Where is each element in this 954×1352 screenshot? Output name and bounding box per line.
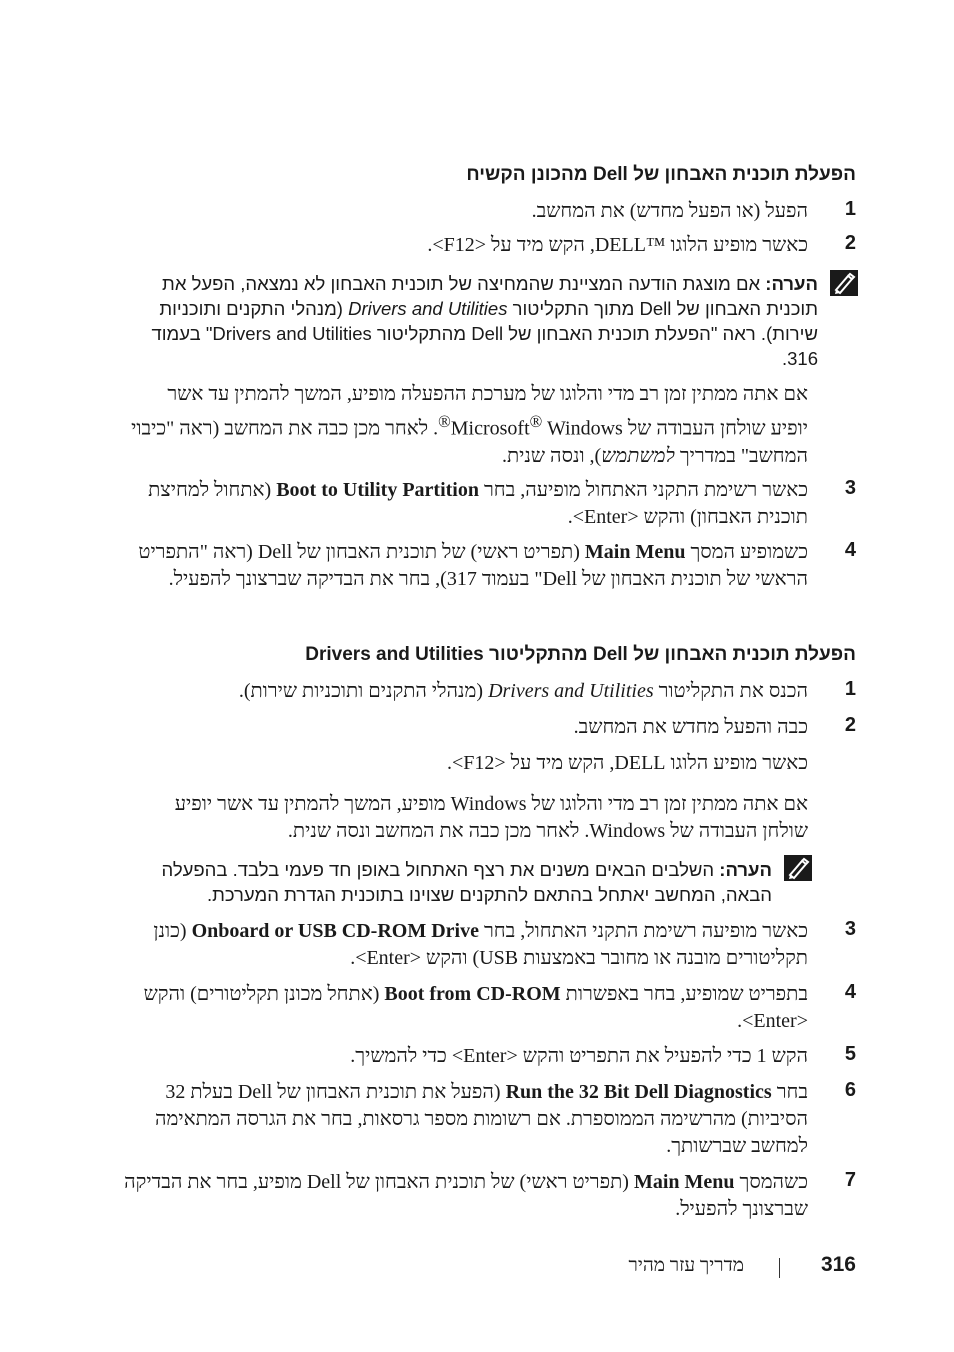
note-italic-cd-name: Drivers and Utilities	[348, 298, 508, 319]
note-label: הערה:	[765, 273, 818, 294]
step-text: הקש 1 כדי להפעיל את התפריט והקש <Enter> כדי להמשיך.	[350, 1045, 808, 1067]
para-text: Windows	[542, 417, 623, 440]
step-number: 1	[844, 198, 856, 220]
step-text: הפעל (או הפעל מחדש) את המחשב.	[531, 200, 808, 222]
step-text-part: כשהמסך	[734, 1171, 808, 1193]
step-bold-option: Onboard or USB CD-ROM Drive	[191, 920, 479, 942]
para-italic: למשתמש	[601, 444, 675, 467]
step-text	[116, 918, 808, 972]
step-number: 6	[844, 1079, 856, 1101]
step-1	[116, 198, 856, 225]
step-text	[116, 539, 808, 593]
step-text	[116, 1169, 808, 1223]
step-text-part: (תפריט ראשי) של תוכנית האבחון של Dell מופיע, בחר את הבדיקה שברצונך להפעיל.	[124, 1171, 808, 1220]
step-bold-option: Run the 32 Bit Dell Diagnostics	[505, 1081, 772, 1103]
step-text-part: (אתחול למחיצת תוכנית האבחון) והקש <Enter>.	[148, 479, 808, 528]
step-text	[116, 1079, 808, 1160]
step-number: 3	[844, 477, 856, 499]
step-number: 7	[844, 1169, 856, 1191]
footer-title: מדריך עזר מהיר	[628, 1255, 744, 1276]
step-number: 2	[844, 714, 856, 736]
para-text: . לאחר מכן כבה את המחשב (ראה "כיבוי המחשב" במדריך	[131, 417, 808, 467]
step-text	[116, 477, 808, 531]
step-text	[116, 981, 808, 1035]
step-text	[116, 678, 808, 705]
step-number: 3	[844, 918, 856, 940]
step-italic-cd-name: Drivers and Utilities	[488, 680, 654, 702]
step-2	[116, 232, 856, 259]
para-text: ), ונסה שנית.	[501, 444, 602, 467]
step-bold-option: Main Menu	[633, 1171, 735, 1193]
footer-separator	[779, 1258, 780, 1278]
step-text-part: (תפריט ראשי) של תוכנית האבחון של Dell (ראה "התפריט הראשי של תוכנית האבחון של Dell" בעמוד 317), בחר את הבדיקה שברצונך להפעיל.	[138, 541, 808, 590]
step-6	[116, 1079, 856, 1160]
step-2	[116, 714, 856, 741]
note-label: הערה:	[719, 859, 772, 880]
step-bold-option: Boot from CD-ROM	[384, 983, 561, 1005]
note-text: השלבים הבאים משנים את רצף האתחול באופן חד פעמי בלבד. בהפעלה הבאה, המחשב יאתחל בהתאם להתקנים שצוינו בתוכנית הגדרת המערכת.	[161, 859, 772, 905]
note-text: אם מוצגת הודעה המציינת שהמחיצה של תוכנית האבחון לא נמצאה, הפעל את תוכנית האבחון של Dell מתוך התקליטור	[162, 273, 818, 319]
note-partition-not-found	[118, 271, 818, 371]
paragraph-wait-windows	[128, 381, 808, 470]
step-number: 5	[844, 1043, 856, 1065]
step-text-part: בתפריט שמופיע, בחר באפשרות	[560, 983, 808, 1005]
note-text-cont: (מנהלי התקנים ותוכניות שירות). ראה "הפעלת תוכנית האבחון של Dell מהתקליטור Drivers and Utilities" בעמוד 316.	[151, 298, 818, 369]
step-bold-option: Boot to Utility Partition	[276, 479, 479, 501]
registered-mark: ®	[529, 412, 543, 431]
step-4	[116, 981, 856, 1035]
step-text-part: בחר	[771, 1081, 808, 1103]
step-text: כאשר מופיע הלוגו ™DELL, הקש מיד על <F12>.	[427, 234, 808, 256]
step-7	[116, 1169, 856, 1223]
step-3	[116, 477, 856, 531]
step-number: 4	[844, 981, 856, 1003]
step-3	[116, 918, 856, 972]
step-4	[116, 539, 856, 593]
step-text-part: הכנס את התקליטור	[653, 680, 808, 702]
step-1	[116, 678, 856, 705]
step-text-part: כאשר רשימת התקני האתחול מופיעה, בחר	[478, 479, 808, 501]
step-text-part: (כונן תקליטורים מובנה או מחובר באמצעות USB) והקש <Enter>.	[153, 920, 808, 969]
step-text-part: (הפעל את תוכנית האבחון של Dell בעלת 32 הסיביות) מהרשימה הממוספרת. אם רשומות מספר גרסאות, בחר את הגרסה המתאימה למחשב שברשותך.	[154, 1081, 808, 1157]
step-number: 1	[844, 678, 856, 700]
step-text-part: כאשר מופיעה רשימת התקני האתחול, בחר	[478, 920, 808, 942]
registered-mark: ®	[438, 412, 451, 431]
step-bold-option: Main Menu	[584, 541, 686, 563]
paragraph-wait-windows: אם אתה ממתין זמן רב מדי והלוגו של Windows מופיע, המשך להמתין עד אשר יופיע שולחן העבודה של Windows. לאחר מכן כבה את המחשב ונסה שנית.	[174, 793, 808, 842]
step-text-part: (אתחל מכונן תקליטורים) והקש <Enter>.	[143, 983, 808, 1032]
note-pencil-icon	[830, 270, 858, 296]
step-text: כבה והפעל מחדש את המחשב.	[573, 716, 808, 738]
paragraph-press-f12: כאשר מופיע הלוגו DELL, הקש מיד על <F12>.	[446, 752, 808, 774]
step-5	[116, 1043, 856, 1070]
step-text-part: (מנהלי התקנים ותוכניות שירות).	[238, 680, 489, 702]
section-heading-hard-drive: הפעלת תוכנית האבחון של Dell מהכונן הקשיח	[466, 164, 856, 185]
note-boot-sequence	[112, 857, 772, 907]
para-text: אם אתה ממתין זמן רב מדי והלוגו של מערכת ההפעלה מופיע, המשך להמתין עד אשר יופיע שולחן העבודה של Microsoft	[167, 383, 808, 440]
note-pencil-icon	[784, 855, 812, 881]
step-text-part: כשמופיע המסך	[685, 541, 808, 563]
step-number: 4	[844, 539, 856, 561]
page-number: 316	[820, 1253, 856, 1276]
section-heading-cd: הפעלת תוכנית האבחון של Dell מהתקליטור Drivers and Utilities	[305, 644, 856, 665]
step-number: 2	[844, 232, 856, 254]
